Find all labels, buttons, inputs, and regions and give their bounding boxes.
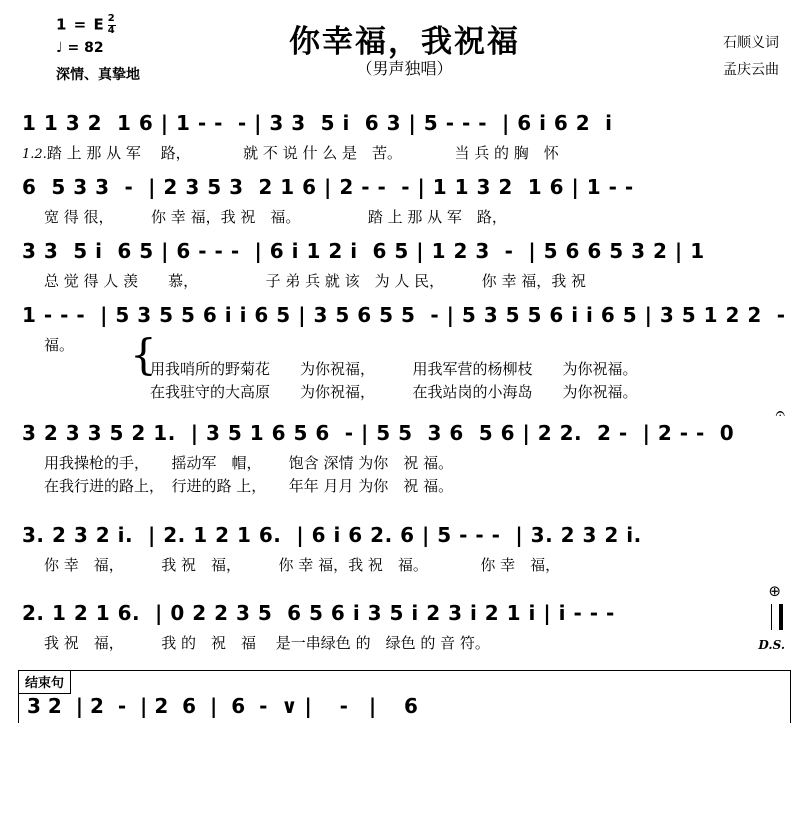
note-row: 3 3 5 i 6 5 | 6 - - - | 6 i 1 2 i 6 5 | 1 2 3 - | 5 6 6 5 3 2 | 1 — [22, 239, 705, 263]
system-2 — [22, 172, 787, 230]
lyric-row — [22, 554, 787, 578]
note-row: 3 2 3 3 5 2 1. | 3 5 1 6 5 6 - | 5 5 3 6 5 6 | 2 2. 2 - | 2 - - 0 — [22, 421, 735, 445]
system-4 — [22, 300, 787, 404]
lyric-row — [22, 142, 787, 166]
final-double-barline — [771, 604, 783, 630]
time-signature-bottom: 4 — [107, 24, 116, 36]
note-row: 3. 2 3 2 i. | 2. 1 2 1 6. | 6 i 6 2. 6 | 5 - - - | 3. 2 3 2 i. — [22, 523, 642, 547]
ending-section — [18, 670, 791, 723]
score-header — [0, 0, 809, 108]
system-3 — [22, 236, 787, 294]
composer-credit: 孟庆云曲 — [723, 61, 779, 78]
time-signature-top: 2 — [107, 13, 116, 24]
lyric-row — [22, 270, 787, 294]
lyric-row-verse2 — [22, 381, 787, 404]
coda-icon: ⊕ — [768, 582, 781, 600]
ending-note-row: 3 2 | 2 - | 2 6 | 6 - ∨ | - | 6 — [27, 694, 418, 718]
system-6 — [22, 520, 787, 578]
lyric-row — [22, 206, 787, 230]
note-row: 1 - - - | 5 3 5 5 6 i i 6 5 | 3 5 6 5 5 - | 5 3 5 5 6 i i 6 5 | 3 5 1 2 2 - — [22, 303, 786, 327]
note-row: 6 5 3 3 - | 2 3 5 3 2 1 6 | 2 - - - | 1 1 3 2 1 6 | 1 - - — [22, 175, 634, 199]
ds-marking: D.S. — [758, 638, 785, 652]
key-signature-text: 1 = E — [56, 15, 105, 34]
lyric-text: 宽 得 很， 你 幸 福，我 祝 福。 踏 上 那 从 军 路， — [44, 208, 507, 226]
lyric-text: 在我驻守的大高原 为你祝福， 在我站岗的小海岛 为你祝福。 — [150, 383, 638, 401]
verse-number: 1.2. — [22, 147, 47, 162]
page-title: 你幸福，我祝福 — [289, 24, 520, 60]
lyricist-credit: 石顺义词 — [723, 35, 779, 51]
page-subtitle: （男声独唱） — [356, 59, 453, 78]
ending-label: 结束句 — [19, 671, 71, 694]
tempo-marking: ♩ = 82 — [56, 40, 104, 56]
lyric-text: 总 觉 得 人 羡 慕， 子 弟 兵 就 该 为 人 民， 你 幸 福，我 祝 — [44, 272, 586, 290]
note-row: 1 1 3 2 1 6 | 1 - - - | 3 3 5 i 6 3 | 5 - - - | 6 i 6 2 i — [22, 111, 613, 135]
lyric-row — [22, 632, 787, 656]
credits — [723, 30, 779, 83]
lyric-text: 踏 上 那 从 军 路， 就 不 说 什 么 是 苦。 当 兵 的 胸 怀 — [46, 144, 559, 162]
note-row: 2. 1 2 1 6. | 0 2 2 3 5 6 5 6 i 3 5 i 2 3 i 2 1 i | i - - - — [22, 601, 615, 625]
lyric-row-verse2 — [22, 475, 787, 498]
system-7 — [22, 582, 787, 656]
fine-icon: 𝄐 — [775, 404, 785, 424]
verse-brace: { — [130, 330, 157, 379]
expression-marking: 深情、真挚地 — [56, 67, 140, 83]
lyric-text: 在我行进的路上， 行进的路 上， 年年 月月 为你 祝 福。 — [44, 477, 454, 495]
lyric-text: 你 幸 福， 我 祝 福， 你 幸 福，我 祝 福。 你 幸 福， — [44, 556, 561, 574]
lyric-text: 用我哨所的野菊花 为你祝福， 用我军营的杨柳枝 为你祝福。 — [150, 360, 638, 378]
system-1 — [22, 108, 787, 166]
lyric-row-verse1 — [22, 452, 787, 475]
lyric-text: 我 祝 福， 我 的 祝 福 是一串绿色 的 绿色 的 音 符。 — [44, 634, 490, 652]
music-body — [0, 108, 809, 656]
system-5 — [22, 404, 787, 498]
lyric-text: 福。 — [44, 336, 75, 354]
lyric-text: 用我操枪的手， 摇动军 帽， 饱含 深情 为你 祝 福。 — [44, 454, 454, 472]
